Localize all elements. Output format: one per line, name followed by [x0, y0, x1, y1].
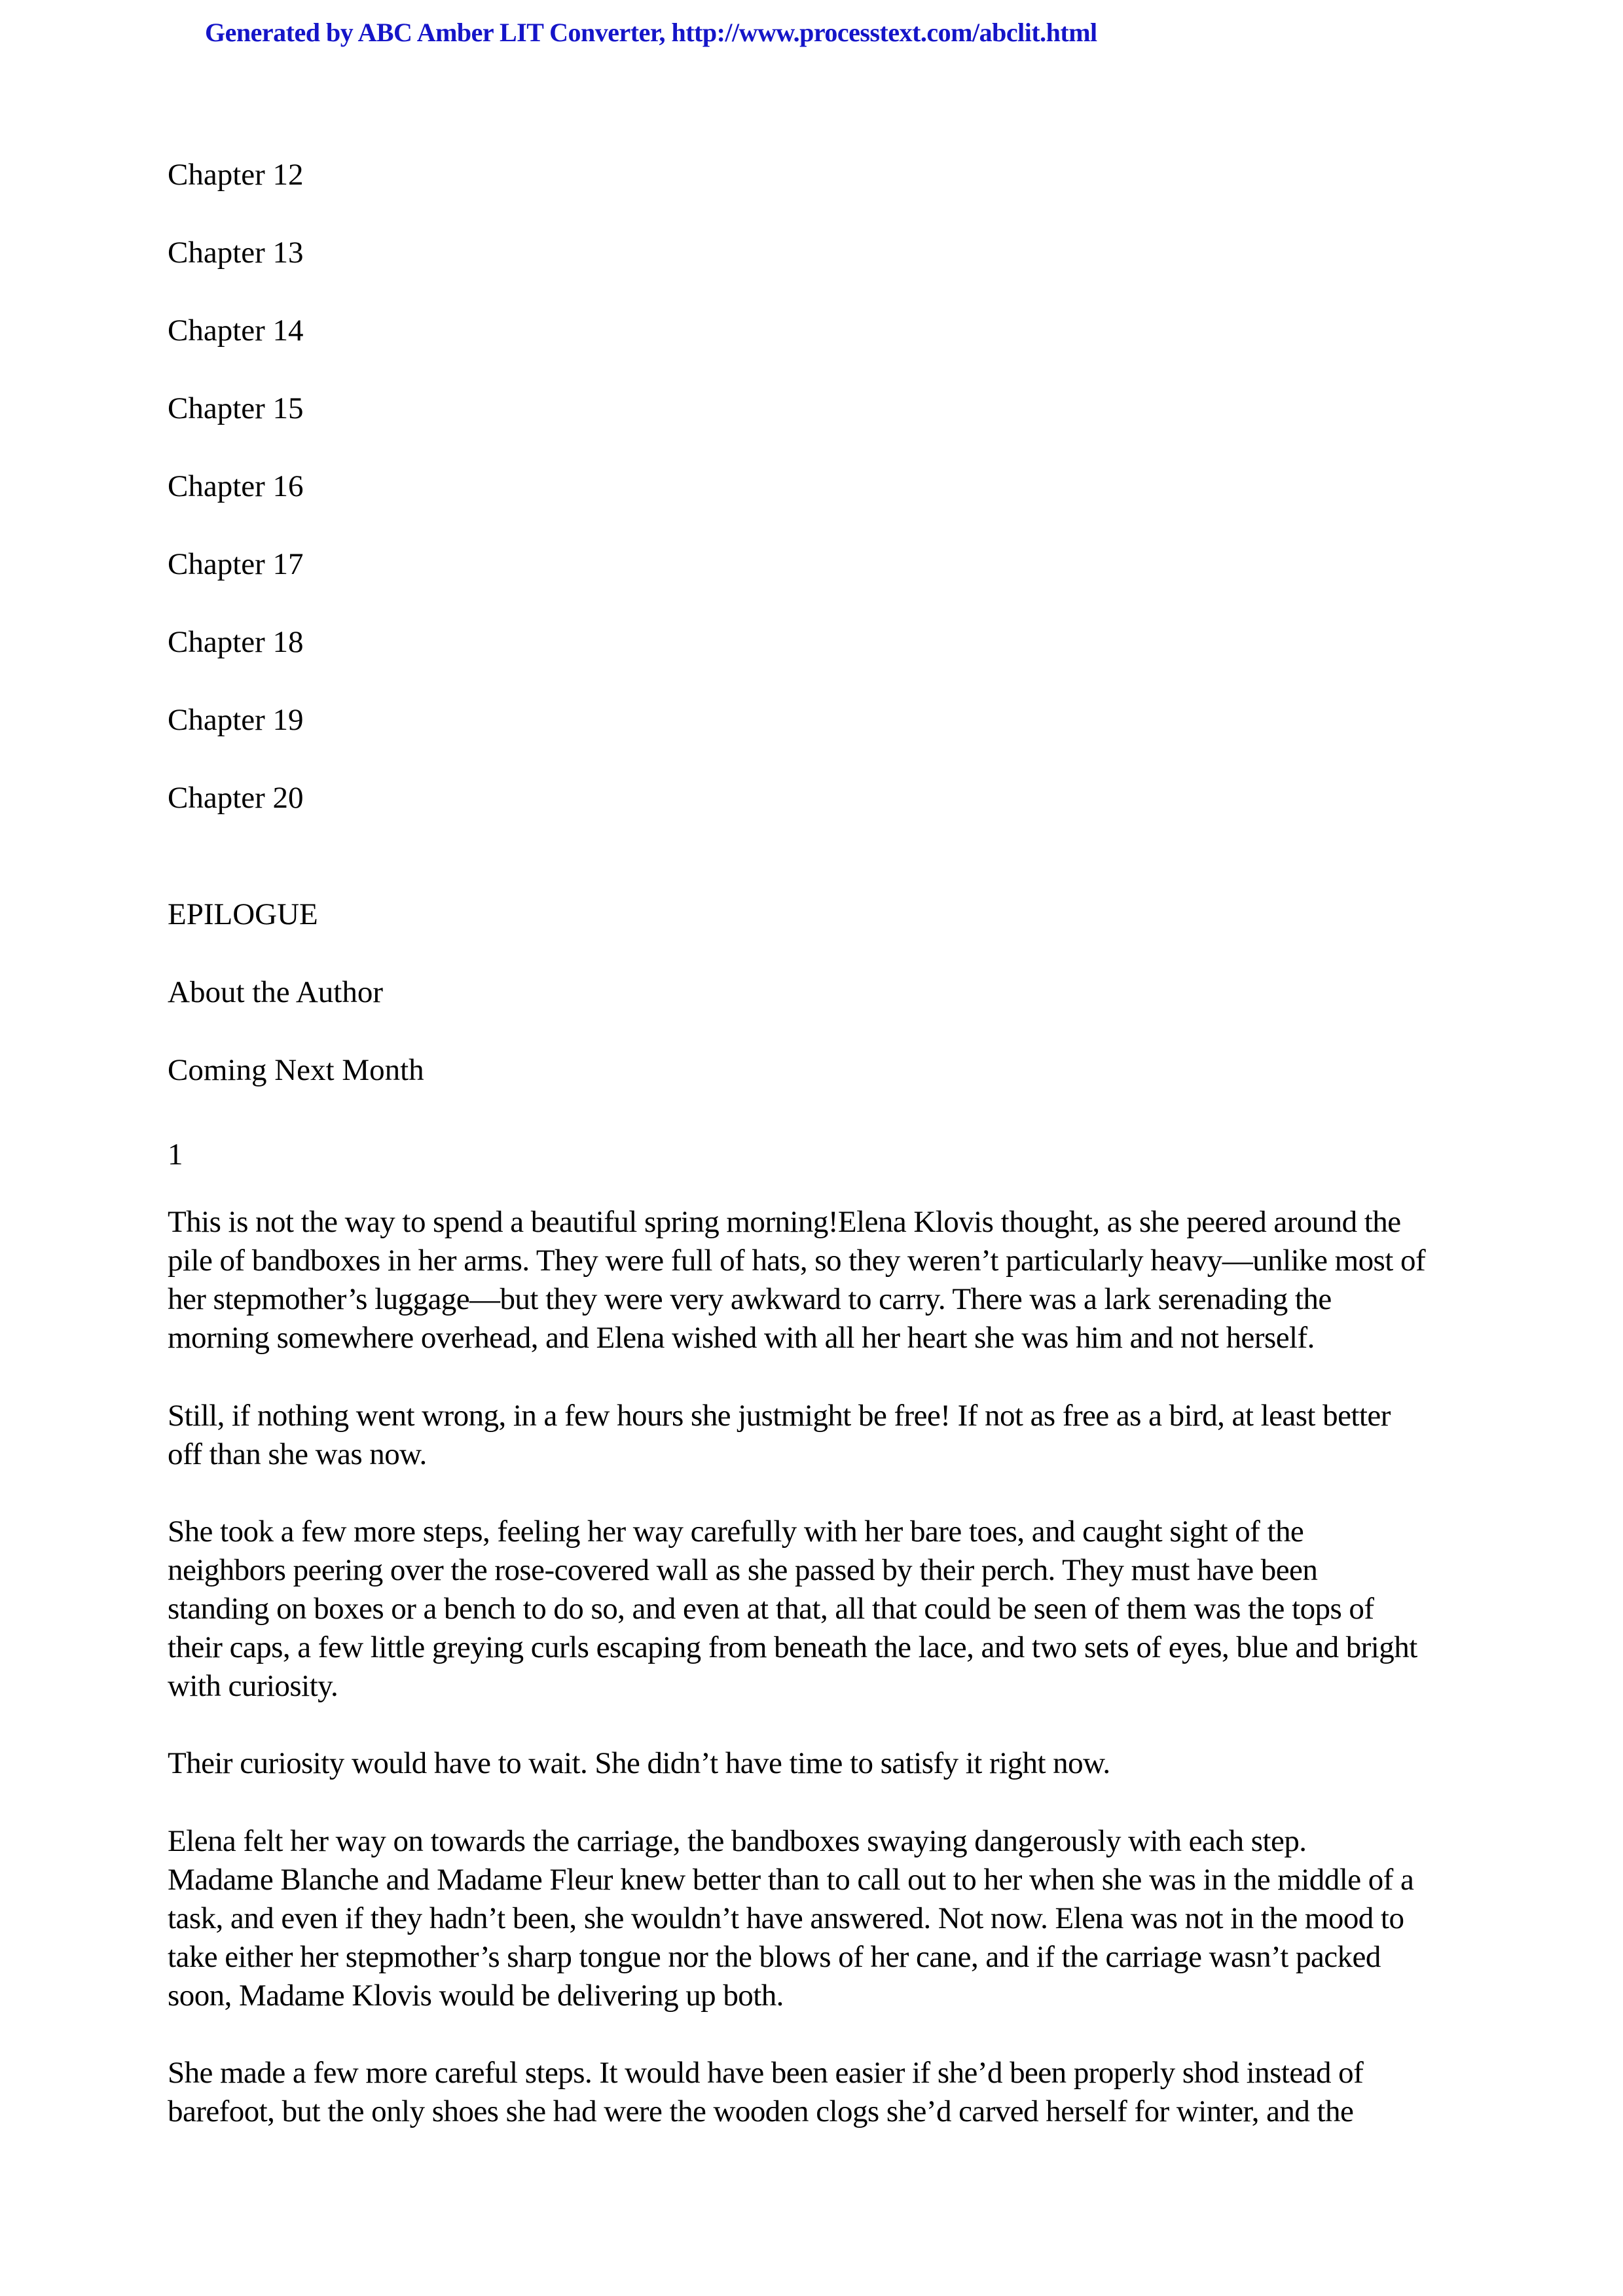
paragraph-line: morning somewhere overhead, and Elena wished with all her heart she was him and not herself. [168, 1321, 1315, 1355]
toc-chapter-17[interactable]: Chapter 17 [168, 547, 304, 581]
toc-chapter-13[interactable]: Chapter 13 [168, 236, 304, 270]
body-paragraph [168, 2054, 1477, 2131]
paragraph-line: Madame Blanche and Madame Fleur knew better than to call out to her when she was in the middle of a [168, 1863, 1414, 1897]
paragraph-line: task, and even if they hadn’t been, she wouldn’t have answered. Not now. Elena was not in the mood to [168, 1901, 1404, 1935]
body-paragraph [168, 1397, 1477, 1474]
paragraph-line: her stepmother’s luggage—but they were very awkward to carry. There was a lark serenading the [168, 1282, 1332, 1316]
paragraph-line: off than she was now. [168, 1437, 427, 1471]
paragraph-line: with curiosity. [168, 1669, 338, 1703]
paragraph-line: She took a few more steps, feeling her way carefully with her bare toes, and caught sight of the [168, 1515, 1304, 1549]
paragraph-line: She made a few more careful steps. It would have been easier if she’d been properly shod instead of [168, 2056, 1364, 2090]
toc-epilogue[interactable]: EPILOGUE [168, 897, 318, 931]
paragraph-line: Still, if nothing went wrong, in a few hours she justmight be free! If not as free as a bird, at least better [168, 1399, 1391, 1433]
paragraph-line: their caps, a few little greying curls escaping from beneath the lace, and two sets of eyes, blue and bright [168, 1630, 1417, 1664]
paragraph-line: take either her stepmother’s sharp tongue nor the blows of her cane, and if the carriage wasn’t packed [168, 1940, 1381, 1974]
toc-chapter-16[interactable]: Chapter 16 [168, 469, 304, 503]
paragraph-line: Their curiosity would have to wait. She didn’t have time to satisfy it right now. [168, 1746, 1110, 1780]
paragraph-line: This is not the way to spend a beautiful spring morning!Elena Klovis thought, as she peered around the [168, 1205, 1401, 1239]
toc-coming-next-month[interactable]: Coming Next Month [168, 1053, 424, 1087]
paragraph-line: barefoot, but the only shoes she had were the wooden clogs she’d carved herself for winter, and the [168, 2094, 1354, 2128]
toc-chapter-18[interactable]: Chapter 18 [168, 625, 304, 659]
converter-header-link[interactable]: Generated by ABC Amber LIT Converter, http://www.processtext.com/abclit.html [205, 18, 1097, 47]
body-paragraph [168, 1513, 1477, 1706]
toc-about-the-author[interactable]: About the Author [168, 975, 383, 1009]
toc-chapter-19[interactable]: Chapter 19 [168, 703, 304, 737]
toc-chapter-12[interactable]: Chapter 12 [168, 158, 304, 192]
body-paragraph [168, 1822, 1477, 2015]
body-paragraph [168, 1744, 1477, 1783]
toc-chapter-15[interactable]: Chapter 15 [168, 391, 304, 425]
paragraph-line: standing on boxes or a bench to do so, and even at that, all that could be seen of them was the tops of [168, 1592, 1374, 1626]
paragraph-line: soon, Madame Klovis would be delivering up both. [168, 1979, 784, 2013]
toc-chapter-20[interactable]: Chapter 20 [168, 781, 304, 815]
paragraph-line: neighbors peering over the rose-covered wall as she passed by their perch. They must have been [168, 1553, 1318, 1587]
paragraph-line: pile of bandboxes in her arms. They were full of hats, so they weren’t particularly heavy—unlike most of [168, 1244, 1426, 1278]
body-paragraph [168, 1203, 1477, 1357]
toc-chapter-14[interactable]: Chapter 14 [168, 314, 304, 348]
paragraph-line: Elena felt her way on towards the carriage, the bandboxes swaying dangerously with each step. [168, 1824, 1307, 1858]
chapter-number: 1 [168, 1138, 183, 1172]
